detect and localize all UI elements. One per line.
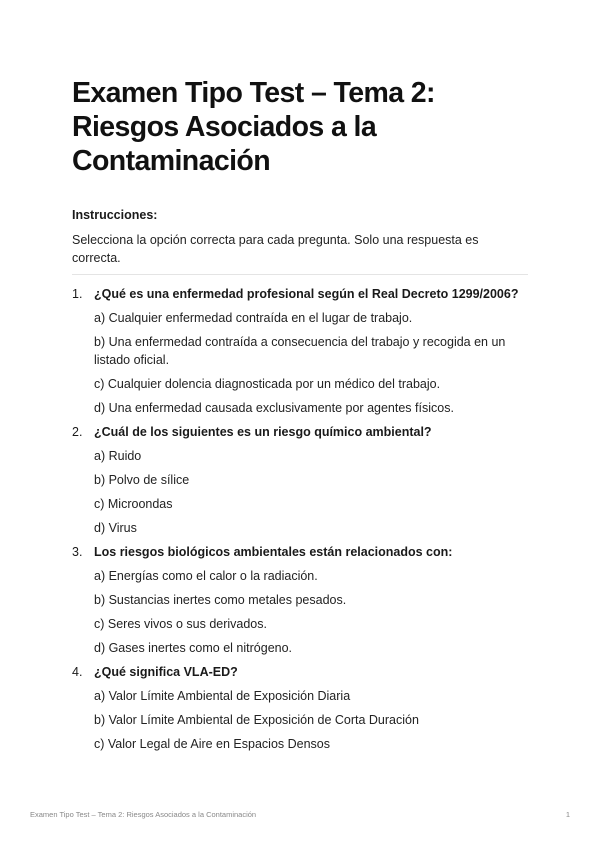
answer-option[interactable]: c) Cualquier dolencia diagnosticada por un médico del trabajo. [94, 377, 441, 391]
instructions-label: Instrucciones: [72, 208, 158, 222]
option-list [94, 309, 528, 417]
answer-option[interactable]: b) Polvo de sílice [94, 473, 190, 487]
question-number: 3. [72, 545, 83, 559]
question-item [72, 285, 528, 417]
page-number: 1 [565, 810, 570, 819]
question-list [72, 285, 528, 753]
question-number: 4. [72, 665, 83, 679]
option-list [94, 447, 528, 537]
question-item [72, 423, 528, 537]
footer-title: Examen Tipo Test – Tema 2: Riesgos Asociados a la Contaminación [30, 810, 257, 819]
question-text: Los riesgos biológicos ambientales están relacionados con: [94, 545, 453, 559]
answer-option[interactable]: b) Valor Límite Ambiental de Exposición de Corta Duración [94, 713, 419, 727]
answer-option[interactable]: c) Seres vivos o sus derivados. [94, 617, 267, 631]
question-item [72, 543, 528, 657]
instructions-text: Selecciona la opción correcta para cada pregunta. Solo una respuesta es correcta. [72, 233, 479, 265]
answer-option[interactable]: c) Microondas [94, 497, 173, 511]
question-text: ¿Qué es una enfermedad profesional según el Real Decreto 1299/2006? [94, 287, 519, 301]
divider [72, 274, 528, 275]
answer-option[interactable]: c) Valor Legal de Aire en Espacios Densos [94, 737, 331, 751]
option-list [94, 687, 528, 753]
question-header [72, 663, 528, 681]
document-page [72, 76, 528, 759]
question-text: ¿Cuál de los siguientes es un riesgo químico ambiental? [94, 425, 432, 439]
answer-option[interactable]: a) Cualquier enfermedad contraída en el lugar de trabajo. [94, 311, 413, 325]
question-number: 1. [72, 287, 83, 301]
answer-option[interactable]: d) Una enfermedad causada exclusivamente por agentes físicos. [94, 401, 454, 415]
question-header [72, 423, 528, 441]
answer-option[interactable]: b) Una enfermedad contraída a consecuencia del trabajo y recogida en un listado oficial. [94, 335, 506, 367]
question-header [72, 543, 528, 561]
question-item [72, 663, 528, 753]
answer-option[interactable]: a) Energías como el calor o la radiación. [94, 569, 318, 583]
page-title: Examen Tipo Test – Tema 2: Riesgos Asociados a la Contaminación [72, 77, 435, 177]
option-list [94, 567, 528, 657]
answer-option[interactable]: a) Ruido [94, 449, 142, 463]
page-footer [30, 810, 570, 819]
question-text: ¿Qué significa VLA-ED? [94, 665, 238, 679]
answer-option[interactable]: a) Valor Límite Ambiental de Exposición Diaria [94, 689, 351, 703]
answer-option[interactable]: b) Sustancias inertes como metales pesados. [94, 593, 347, 607]
question-number: 2. [72, 425, 83, 439]
answer-option[interactable]: d) Gases inertes como el nitrógeno. [94, 641, 293, 655]
question-header [72, 285, 528, 303]
answer-option[interactable]: d) Virus [94, 521, 137, 535]
